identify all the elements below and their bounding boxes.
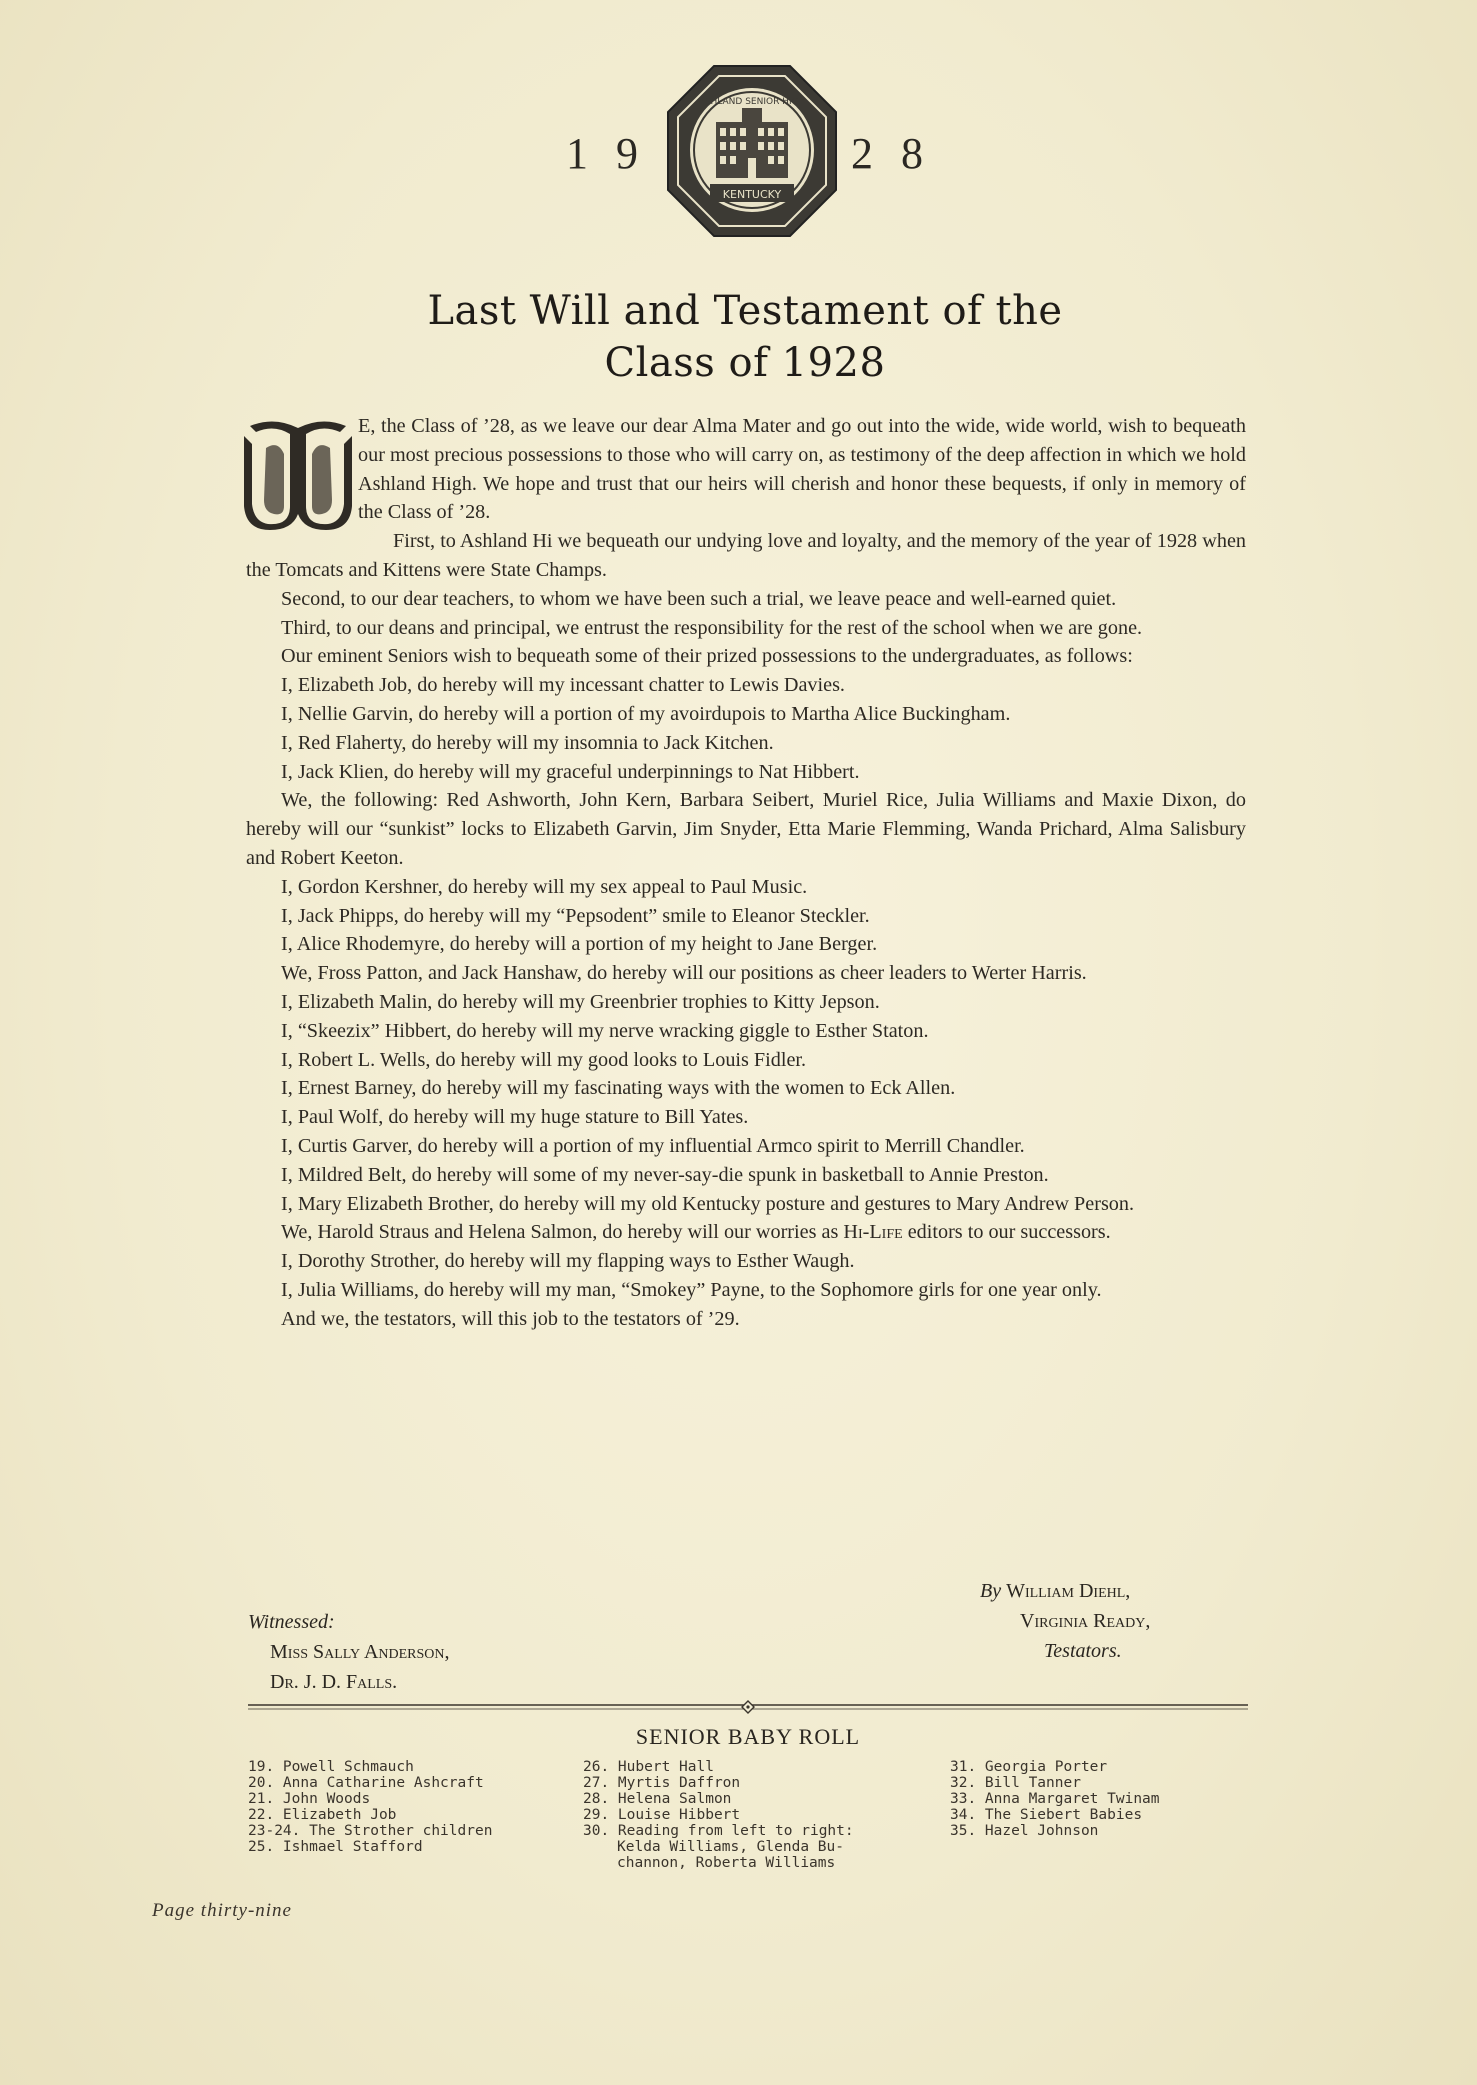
witness-1: Miss Sally Anderson,	[270, 1641, 450, 1663]
page-title	[300, 285, 1190, 389]
list-item: 29. Louise Hibbert	[583, 1807, 741, 1823]
testators-label: Testators.	[1044, 1640, 1122, 1662]
baby-roll-title: SENIOR BABY ROLL	[635, 1724, 861, 1749]
witness-block	[248, 1607, 450, 1697]
list-item: 23-24. The Strother children	[248, 1823, 493, 1839]
testator-2: Virginia Ready,	[1020, 1610, 1151, 1632]
by-label: By	[980, 1580, 1002, 1602]
list-item: 27. Myrtis Daffron	[583, 1775, 741, 1791]
list-item: 25. Ishmael Stafford	[248, 1839, 423, 1855]
year-left: 19	[566, 129, 666, 178]
list-item: 20. Anna Catharine Ashcraft	[248, 1775, 484, 1791]
bequest-paragraph: I, Alice Rhodemyre, do hereby will a portion of my height to Jane Berger.	[281, 933, 878, 956]
bequest-paragraph: I, Nellie Garvin, do hereby will a portion of my avoirdupois to Martha Alice Buckingham.	[281, 702, 1011, 725]
bequest-paragraph: I, Elizabeth Malin, do hereby will my Greenbrier trophies to Kitty Jepson.	[281, 990, 880, 1013]
dropcap-w-ornament	[244, 414, 352, 532]
bequest-paragraph: I, Dorothy Strother, do hereby will my flapping ways to Esther Waugh.	[281, 1250, 855, 1273]
title-line-1: Last Will and Testament of the	[427, 288, 1063, 334]
opening-paragraph: E, the Class of ’28, as we leave our dear Alma Mater and go out into the wide, wide world, wish to bequeath our most precious possessions to those who will carry on, as testimony of the deep affection in which we hold Ashland High. We hope and trust that our heirs will cherish and honor these bequests, if only in memory of the Class of ’28.	[358, 415, 1246, 524]
hilife-paragraph	[246, 1218, 1246, 1247]
hilife-post: editors to our successors.	[902, 1221, 1111, 1244]
hilife-pre: We, Harold Straus and Helena Salmon, do hereby will our worries as	[281, 1221, 844, 1244]
list-item: 35. Hazel Johnson	[950, 1823, 1099, 1839]
bequest-paragraph: I, Curtis Garver, do hereby will a portion of my influential Armco spirit to Merrill Chandler.	[281, 1134, 1025, 1157]
seal-text-top: ASHLAND SENIOR HIGH	[698, 97, 806, 107]
bequest-paragraph: We, Fross Patton, and Jack Hanshaw, do hereby will our positions as cheer leaders to Werter Harris.	[281, 962, 1087, 985]
list-item: 22. Elizabeth Job	[248, 1807, 397, 1823]
list-item: 33. Anna Margaret Twinam	[950, 1791, 1160, 1807]
bequest-paragraph: We, the following: Red Ashworth, John Kern, Barbara Seibert, Muriel Rice, Julia Williams and Maxie Dixon, do hereby will our “sunkist” locks to Elizabeth Garvin, Jim Snyder, Etta Marie Flemming, Wanda Prichard, Alma Salisbury and Robert Keeton.	[246, 789, 1246, 869]
closing-paragraph: And we, the testators, will this job to the testators of ’29.	[281, 1307, 740, 1330]
bequest-paragraph: I, Ernest Barney, do hereby will my fascinating ways with the women to Eck Allen.	[281, 1077, 956, 1100]
bequest-paragraph: I, Gordon Kershner, do hereby will my sex appeal to Paul Music.	[281, 875, 808, 898]
seal-text-bottom: KENTUCKY	[722, 188, 782, 201]
school-seal-logo	[664, 62, 840, 240]
list-item: 21. John Woods	[248, 1791, 371, 1807]
bequest-paragraph: I, Mildred Belt, do hereby will some of my never-say-die spunk in basketball to Annie Preston.	[281, 1163, 1049, 1186]
bequest-paragraph: I, Mary Elizabeth Brother, do hereby will my old Kentucky posture and gestures to Mary Andrew Person.	[281, 1192, 1135, 1215]
witnessed-label: Witnessed:	[248, 1611, 335, 1633]
baby-roll-column-2	[583, 1759, 913, 1871]
bequest-paragraph: I, “Skeezix” Hibbert, do hereby will my nerve wracking giggle to Esther Staton.	[281, 1019, 929, 1042]
list-item: 30. Reading from left to right:	[583, 1823, 854, 1839]
hilife-name: Hi-Life	[843, 1221, 903, 1244]
list-item: 26. Hubert Hall	[583, 1759, 714, 1775]
testator-1: William Diehl,	[1006, 1580, 1131, 1602]
bequest-paragraph: I, Paul Wolf, do hereby will my huge stature to Bill Yates.	[281, 1106, 749, 1129]
baby-roll-column-3	[950, 1759, 1250, 1839]
list-item-continuation: Kelda Williams, Glenda Bu-	[617, 1839, 844, 1855]
bequest-paragraph: I, Julia Williams, do hereby will my man, “Smokey” Payne, to the Sophomore girls for one year only.	[281, 1278, 1102, 1301]
bequest-paragraph: Second, to our dear teachers, to whom we have been such a trial, we leave peace and well-earned quiet.	[281, 587, 1117, 610]
baby-roll-column-1	[248, 1759, 548, 1855]
bequest-paragraph: I, Robert L. Wells, do hereby will my good looks to Louis Fidler.	[281, 1048, 807, 1071]
list-item: 28. Helena Salmon	[583, 1791, 732, 1807]
bequest-paragraph: I, Elizabeth Job, do hereby will my incessant chatter to Lewis Davies.	[281, 674, 845, 697]
list-item: 34. The Siebert Babies	[950, 1807, 1143, 1823]
witness-2: Dr. J. D. Falls.	[270, 1671, 398, 1693]
testators-signature-block	[980, 1576, 1150, 1666]
bequest-paragraph: I, Jack Klien, do hereby will my graceful underpinnings to Nat Hibbert.	[281, 760, 860, 783]
list-item: 19. Powell Schmauch	[248, 1759, 414, 1775]
list-item-continuation: channon, Roberta Williams	[617, 1855, 836, 1871]
year-right: 28	[851, 129, 951, 178]
list-item: 31. Georgia Porter	[950, 1759, 1108, 1775]
bequest-paragraph: First, to Ashland Hi we bequeath our undying love and loyalty, and the memory of the year of 1928 when the Tomcats and Kittens were State Champs.	[246, 530, 1246, 581]
divider-rule	[248, 1700, 1248, 1714]
page-number: Page thirty-nine	[152, 1900, 292, 1921]
bequest-paragraph: Third, to our deans and principal, we entrust the responsibility for the rest of the school when we are gone.	[281, 616, 1143, 639]
bequest-paragraph: I, Red Flaherty, do hereby will my insomnia to Jack Kitchen.	[281, 731, 774, 754]
bequest-paragraph: I, Jack Phipps, do hereby will my “Pepsodent” smile to Eleanor Steckler.	[281, 904, 870, 927]
will-body	[246, 412, 1246, 1334]
bequest-paragraph: Our eminent Seniors wish to bequeath some of their prized possessions to the undergraduates, as follows:	[281, 645, 1133, 668]
title-line-2: Class of 1928	[604, 340, 886, 386]
list-item: 32. Bill Tanner	[950, 1775, 1081, 1791]
